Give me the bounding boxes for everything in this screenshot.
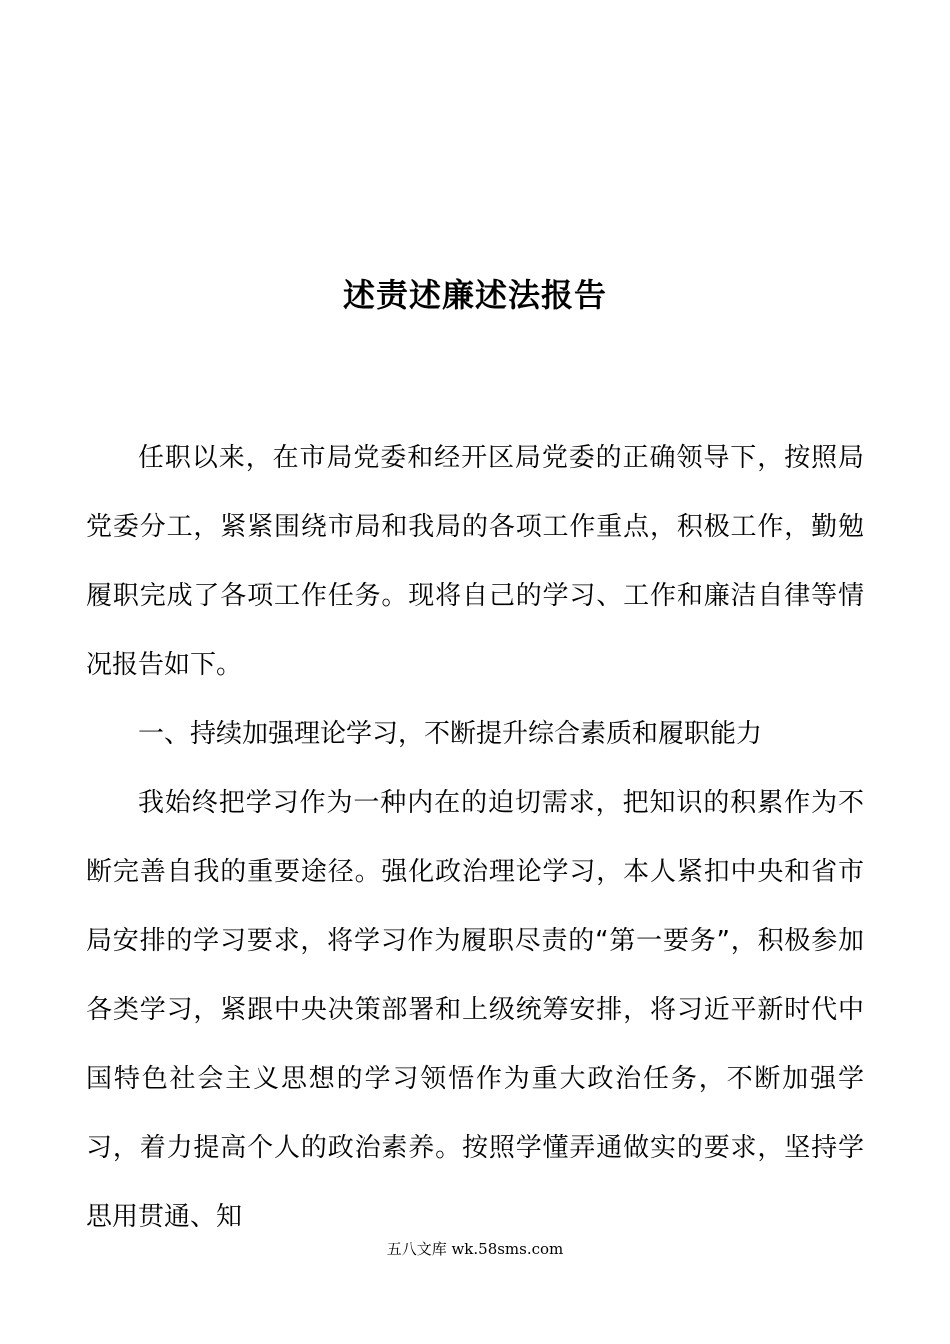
section-heading-1: 一、持续加强理论学习，不断提升综合素质和履职能力 — [138, 719, 763, 749]
document-body — [86, 424, 864, 1252]
document-title: 述责述廉述法报告 — [342, 276, 607, 314]
paragraph-intro: 任职以来，在市局党委和经开区局党委的正确领导下，按照局党委分工，紧紧围绕市局和我局的各项工作重点，积极工作，勤勉履职完成了各项工作任务。现将自己的学习、工作和廉洁自律等情况报告如下。 — [86, 443, 864, 680]
paragraph-study: 我始终把学习作为一种内在的迫切需求，把知识的积累作为不断完善自我的重要途径。强化政治理论学习，本人紧扣中央和省市局安排的学习要求，将学习作为履职尽责的“第一要务”，积极参加各类学习，紧跟中央决策部署和上级统筹安排，将习近平新时代中国特色社会主义思想的学习领悟作为重大政治任务，不断加强学习，着力提高个人的政治素养。按照学懂弄通做实的要求，坚持学思用贯通、知 — [86, 788, 864, 1232]
footer-watermark: 五八文库 wk.58sms.com — [386, 1240, 564, 1258]
